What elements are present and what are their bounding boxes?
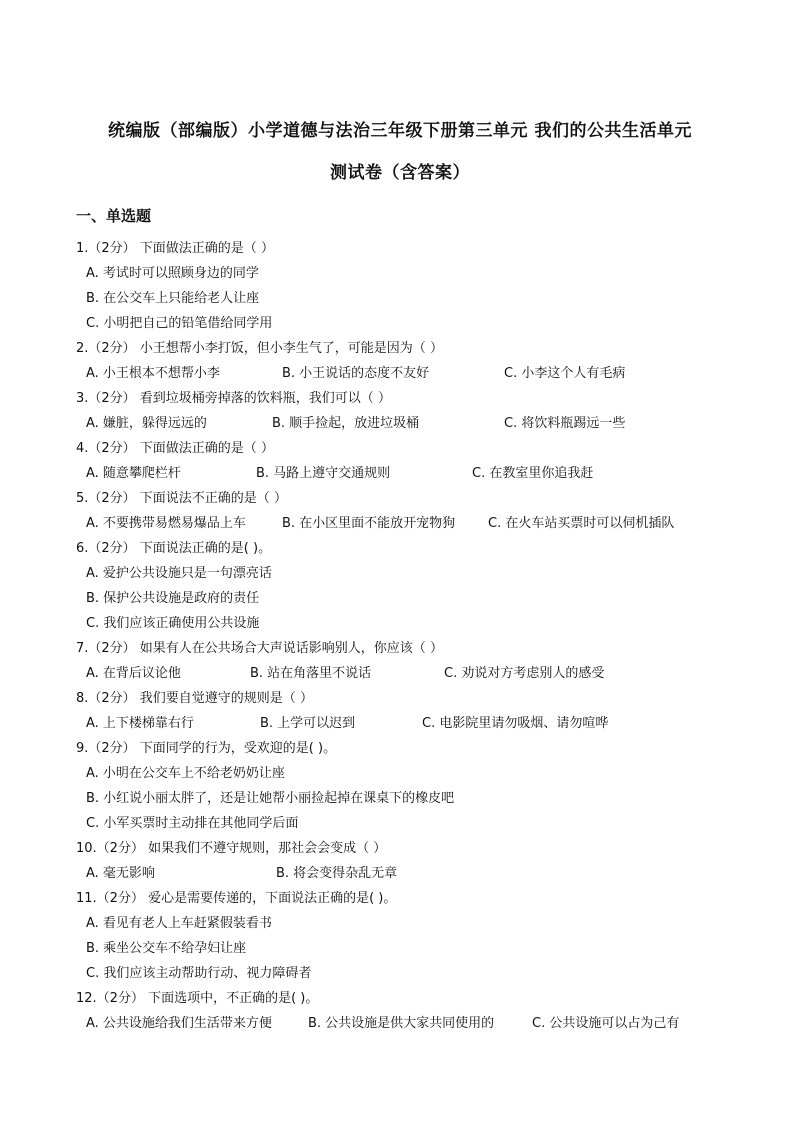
option-c: C. 小军买票时主动排在其他同学后面 — [86, 816, 299, 831]
question-list — [76, 236, 724, 1036]
question-9 — [76, 736, 724, 836]
question-stem: 11.（2分） 爱心是需要传递的，下面说法正确的是( )。 — [76, 891, 397, 906]
question-stem: 10.（2分） 如果我们不遵守规则，那社会会变成（ ） — [76, 841, 387, 856]
question-stem: 6.（2分） 下面说法正确的是( )。 — [76, 541, 272, 556]
option-c: C. 公共设施可以占为己有 — [532, 1016, 680, 1031]
option-c: C. 电影院里请勿吸烟、请勿喧哗 — [422, 716, 609, 731]
question-5 — [76, 486, 724, 536]
question-stem: 3.（2分） 看到垃圾桶旁掉落的饮料瓶，我们可以（ ） — [76, 391, 391, 406]
options — [76, 911, 724, 986]
option-b: B. 小王说话的态度不友好 — [282, 366, 430, 381]
options — [76, 761, 724, 836]
option-b: B. 保护公共设施是政府的责任 — [86, 591, 260, 606]
option-c: C. 在教室里你追我赶 — [472, 466, 594, 481]
option-a: A. 在背后议论他 — [86, 666, 181, 681]
options — [76, 361, 724, 386]
option-c: C. 劝说对方考虑别人的感受 — [444, 666, 605, 681]
options — [76, 411, 724, 436]
option-b: B. 在小区里面不能放开宠物狗 — [282, 516, 456, 531]
question-6 — [76, 536, 724, 636]
option-a: A. 看见有老人上车赶紧假装看书 — [86, 916, 272, 931]
question-1 — [76, 236, 724, 336]
option-c: C. 小明把自己的铅笔借给同学用 — [86, 316, 273, 331]
question-10 — [76, 836, 724, 886]
option-c: C. 我们应该主动帮助行动、视力障碍者 — [86, 966, 312, 981]
option-a: A. 考试时可以照顾身边的同学 — [86, 266, 259, 281]
option-a: A. 毫无影响 — [86, 866, 155, 881]
question-stem: 12.（2分） 下面选项中，不正确的是( )。 — [76, 991, 319, 1006]
question-stem: 7.（2分） 如果有人在公共场合大声说话影响别人，你应该（ ） — [76, 641, 443, 656]
option-a: A. 爱护公共设施只是一句漂亮话 — [86, 566, 272, 581]
page-title-line-2: 测试卷（含答案） — [330, 163, 470, 183]
question-stem: 4.（2分） 下面做法正确的是（ ） — [76, 441, 274, 456]
option-c: C. 小李这个人有毛病 — [504, 366, 626, 381]
question-7 — [76, 636, 724, 686]
option-b: B. 小红说小丽太胖了，还是让她帮小丽捡起掉在课桌下的橡皮吧 — [86, 791, 455, 806]
option-a: A. 小王根本不想帮小李 — [86, 366, 220, 381]
question-8 — [76, 686, 724, 736]
option-a: A. 上下楼梯靠右行 — [86, 716, 194, 731]
question-12 — [76, 986, 724, 1036]
question-stem: 8.（2分） 我们要自觉遵守的规则是（ ） — [76, 691, 313, 706]
option-b: B. 上学可以迟到 — [260, 716, 356, 731]
options — [76, 711, 724, 736]
option-c: C. 我们应该正确使用公共设施 — [86, 616, 260, 631]
question-stem: 5.（2分） 下面说法不正确的是（ ） — [76, 491, 287, 506]
option-b: B. 站在角落里不说话 — [250, 666, 372, 681]
options — [76, 511, 724, 536]
options — [76, 261, 724, 336]
option-b: B. 乘坐公交车不给孕妇让座 — [86, 941, 247, 956]
question-3 — [76, 386, 724, 436]
question-11 — [76, 886, 724, 986]
question-4 — [76, 436, 724, 486]
options — [76, 1011, 724, 1036]
option-a: A. 随意攀爬栏杆 — [86, 466, 181, 481]
page-title-line-1: 统编版（部编版）小学道德与法治三年级下册第三单元 我们的公共生活单元 — [108, 121, 692, 141]
option-a: A. 公共设施给我们生活带来方便 — [86, 1016, 272, 1031]
options — [76, 561, 724, 636]
question-stem: 1.（2分） 下面做法正确的是（ ） — [76, 241, 274, 256]
section-heading: 一、单选题 — [76, 207, 152, 225]
option-b: B. 公共设施是供大家共同使用的 — [308, 1016, 495, 1031]
option-b: B. 将会变得杂乱无章 — [276, 866, 398, 881]
option-b: B. 在公交车上只能给老人让座 — [86, 291, 260, 306]
option-a: A. 嫌脏，躲得远远的 — [86, 416, 207, 431]
options — [76, 461, 724, 486]
question-stem: 2.（2分） 小王想帮小李打饭，但小李生气了，可能是因为（ ） — [76, 341, 443, 356]
option-a: A. 小明在公交车上不给老奶奶让座 — [86, 766, 285, 781]
option-c: C. 将饮料瓶踢远一些 — [504, 416, 626, 431]
options — [76, 861, 724, 886]
option-b: B. 马路上遵守交通规则 — [256, 466, 391, 481]
question-2 — [76, 336, 724, 386]
options — [76, 661, 724, 686]
question-stem: 9.（2分） 下面同学的行为，受欢迎的是( )。 — [76, 741, 337, 756]
option-a: A. 不要携带易燃易爆品上车 — [86, 516, 246, 531]
option-b: B. 顺手捡起，放进垃圾桶 — [272, 416, 420, 431]
option-c: C. 在火车站买票时可以伺机插队 — [488, 516, 675, 531]
